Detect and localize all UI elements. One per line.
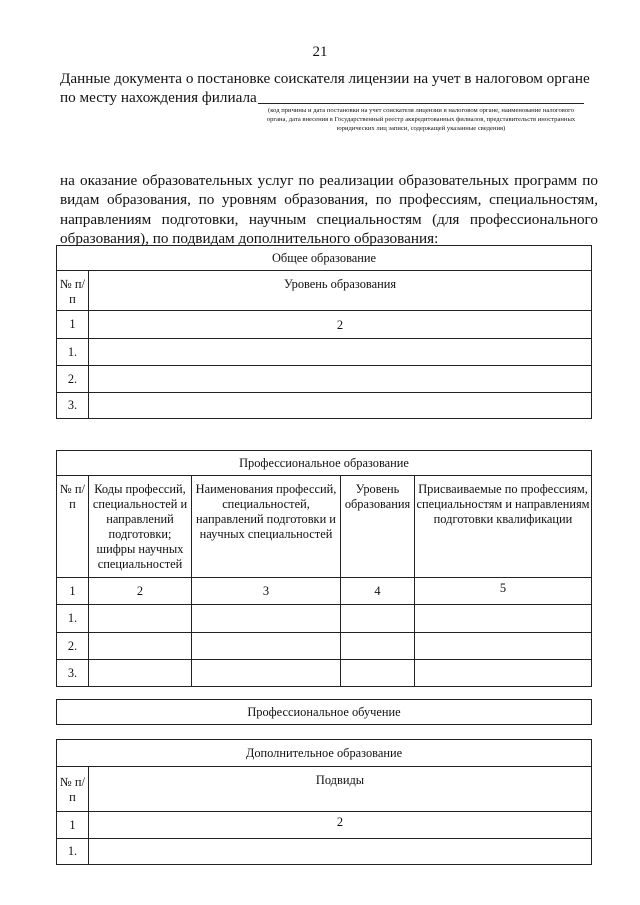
intro-line-2: по месту нахождения филиала (60, 89, 257, 106)
table-cell[interactable] (192, 605, 341, 633)
table-row-number: 1. (57, 839, 89, 865)
table-cell[interactable] (341, 633, 415, 660)
table-cell[interactable] (89, 839, 592, 865)
additional-index-2: 2 (89, 812, 592, 839)
table-cell[interactable] (341, 605, 415, 633)
training-title: Профессиональное обучение (57, 700, 592, 725)
general-col-num: № п/п (57, 271, 89, 311)
table-cell[interactable] (415, 605, 592, 633)
table-cell[interactable] (192, 633, 341, 660)
professional-index-4: 4 (341, 578, 415, 605)
table-cell[interactable] (89, 605, 192, 633)
table-row-number: 1. (57, 339, 89, 366)
additional-index-1: 1 (57, 812, 89, 839)
table-cell[interactable] (89, 633, 192, 660)
additional-title: Дополнительное образование (57, 740, 592, 767)
professional-col-names: Наименования профессий, специальностей, направлений подготовки и научных специальностей (192, 476, 341, 578)
professional-col-num: № п/п (57, 476, 89, 578)
intro-line-1: Данные документа о постановке соискателя лицензии на учет в налоговом органе (60, 70, 590, 87)
professional-col-level: Уровень образования (341, 476, 415, 578)
professional-col-codes: Коды профессий, специальностей и направлений подготовки; шифры научных специальностей (89, 476, 192, 578)
table-row-number: 3. (57, 660, 89, 687)
table-row-number: 2. (57, 633, 89, 660)
table-cell[interactable] (89, 660, 192, 687)
table-cell[interactable] (415, 660, 592, 687)
body-paragraph: на оказание образовательных услуг по реализации образовательных программ по видам образования, по уровням образования, по профессиям, специальностям, направлениям подготовки, научным специальностям (для профессионального образования), по подвидам дополнительного образования: (60, 172, 598, 247)
table-row-number: 3. (57, 393, 89, 419)
professional-education-table (56, 450, 592, 687)
general-col-level: Уровень образования (89, 271, 592, 311)
table-cell[interactable] (89, 339, 592, 366)
table-row-number: 2. (57, 366, 89, 393)
table-row-number: 1. (57, 605, 89, 633)
fill-in-line (258, 103, 584, 104)
professional-title: Профессиональное образование (57, 451, 592, 476)
table-cell[interactable] (341, 660, 415, 687)
fill-in-footnote: (код причины и дата постановки на учет соискателя лицензии в налоговом органе, наименование налогового органа, дата внесения в Государственный реестр аккредитованных филиалов, представительств иностранных юридических лиц записи, содержащей указанные сведения) (266, 107, 576, 132)
table-cell[interactable] (415, 633, 592, 660)
professional-index-1: 1 (57, 578, 89, 605)
table-cell[interactable] (89, 393, 592, 419)
professional-index-3: 3 (192, 578, 341, 605)
table-cell[interactable] (192, 660, 341, 687)
additional-col-num: № п/п (57, 767, 89, 812)
table-cell[interactable] (89, 366, 592, 393)
professional-index-2: 2 (89, 578, 192, 605)
general-index-2: 2 (89, 311, 592, 339)
general-index-1: 1 (57, 311, 89, 339)
general-education-table (56, 245, 592, 419)
vocational-training-table (56, 699, 592, 725)
professional-col-qualification: Присваиваемые по профессиям, специальностям и направлениям подготовки квалификации (415, 476, 592, 578)
additional-education-table (56, 739, 592, 865)
page-number: 21 (312, 44, 328, 60)
professional-index-5: 5 (415, 578, 592, 605)
general-title: Общее образование (57, 246, 592, 271)
additional-col-subtypes: Подвиды (89, 767, 592, 812)
